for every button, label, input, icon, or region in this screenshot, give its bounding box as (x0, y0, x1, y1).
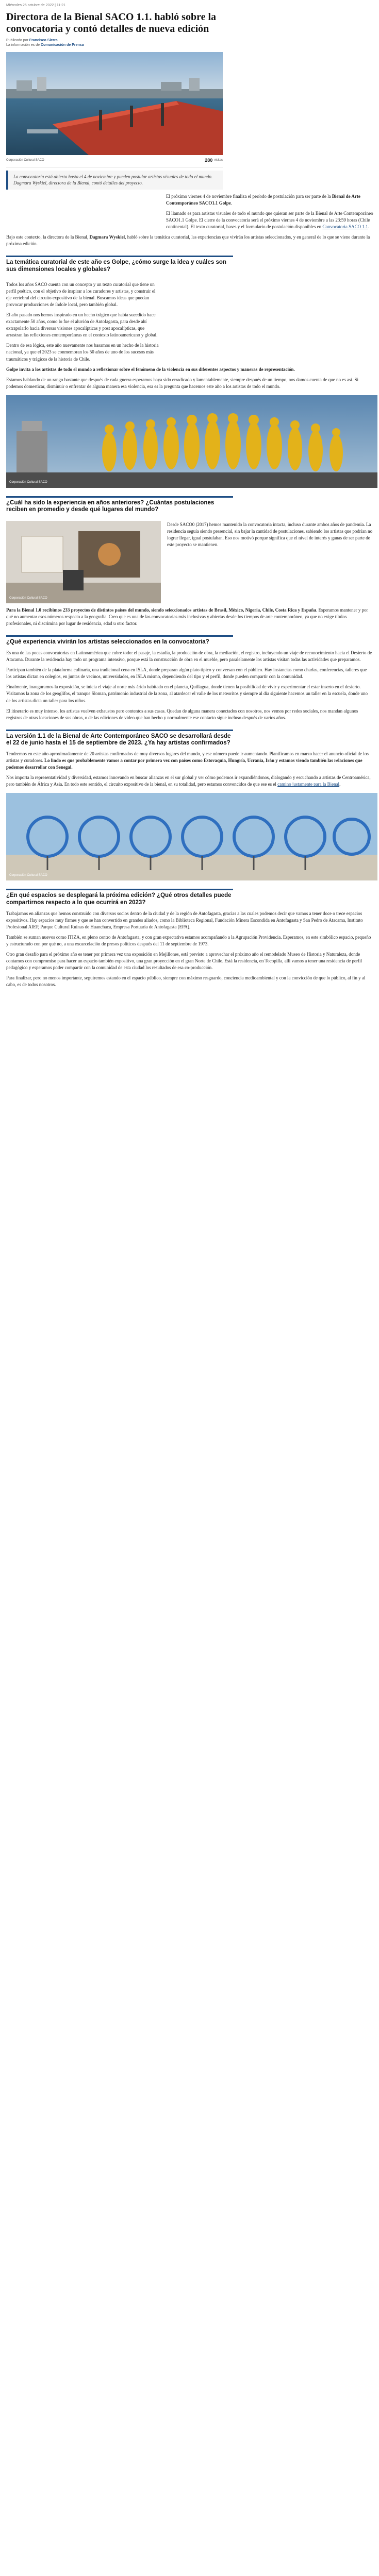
section-2-paragraph: Desde SACO0 (2017) hemos mantenido la convocatoria intacta, incluso durante ambos años de pandemia. La residencia seguía siendo presencial, sin bajar la cantidad de postulaciones, sabiendo los artistas que podrían no lograr llegar, igual postulaban. Eso nos motivó porque significa que el nivel de interés y ganas de ser parte de este proyecto se mantienen. (167, 522, 373, 548)
section-2-body (6, 518, 373, 603)
hero-image (6, 52, 223, 155)
section-3-paragraph: Participan también de la plataforma culinaria, una tradicional cena en ISLA, donde preparan algún plato típico y conversan con el público. Hay instancias como charlas, conferencias, talleres que los artistas dictan en colegios, en juntas de vecinos, universidades, en ISLA mismo, dependiendo del tipo y el perfil, donde pueden compartir con la comunidad. (6, 667, 367, 680)
section-1-paragraph-full: Estamos hablando de un rango bastante que después de cada guerra esperamos haya sido erradicado y lamentablemente, siempre después de un tiempo, nos damos cuenta de que no es así. Si podemos domesticar, disminuir o enfrentar de alguna manera esa violencia, esa es la pregunta que hacemos este año a los artistas de todo el mundo. (6, 377, 359, 389)
section-4-bold: Lo lindo es que probablemente vamos a contar por primera vez con países como Estovaquia, Hungría, Ucrania, Irán y estamos viendo también las relaciones que podemos desarrollar con Senegal. (6, 758, 362, 770)
author-link[interactable]: Francisco Sierra (29, 38, 58, 42)
section-heading-espacios: ¿En qué espacios se desplegará la próxima edición? ¿Qué otros detalles puede compartirnos respecto a lo que ocurrirá en 2023? (6, 889, 233, 907)
source-link[interactable]: Comunicación de Prensa (40, 43, 84, 47)
wheels-caption: Corporación Cultural SACO (9, 873, 47, 877)
section-heading-golpe: La temática curatorial de este año es Golpe, ¿cómo surge la idea y cuáles son sus dimensiones locales y globales? (6, 256, 233, 274)
section-4-text-2: Nos importa la representatividad y diversidad, estamos innovando en buscar alianzas en el sur global y ver cómo podemos ir expandiéndonos, dialogando y escuchando a artistas de Centroamérica, pero también de África y Asia. En todo este sentido, el circuito expositivo de la bienal, en su totalidad, pero estamos convencidos de que ese es el (6, 775, 371, 787)
article-summary: La convocatoria está abierta hasta el 4 de noviembre y pueden postular artistas visuales de todo el mundo. Dagmara Wyskiel, directora de la Bienal, contó detalles del proyecto. (6, 171, 223, 190)
intro-3-end: , habló sobre la temática curatorial, las experiencias que vivirán los artistas seleccionados, y en general de lo que se viene durante la próxima edición. (6, 234, 370, 247)
wheels-image (6, 793, 377, 880)
hero-meta (6, 157, 223, 164)
section-4-paragraph-2: Nos importa la representatividad y diversidad, estamos innovando en buscar alianzas en el sur global y ver cómo podemos ir expandiéndonos, dialogando y escuchando a artistas de Centroamérica, pero también de África y Asia. En todo este sentido, el circuito expositivo de la bienal, en su totalidad, pero estamos convencidos de que ese es el camino justamente para la Bienal. (6, 775, 371, 787)
article-page (0, 0, 379, 989)
source-line (6, 43, 373, 47)
section-5-paragraph: Trabajamos en alianzas que hemos construido con diversos socios dentro de la ciudad y de la región de Antofagasta, gracias a las cuales podemos decir que vamos a tener doce o trece espacios expositivos. Hay espacios muy firmes y que se han convertido en grandes aliados, como la Biblioteca Regional, Fundación Minera Escondida en Antofagasta y San Pedro de Atacama, Instituto Profesional AIEP, Parque Cultural Ruinas de Huanchaca, Empresa Portuaria de Antofagasta (EPA). (6, 911, 363, 930)
intro-1-bold: Bienal de Arte Contemporáneo SACO1.1 Golpe (166, 194, 360, 206)
intro-3-bold: Dagmara Wyskiel (89, 234, 125, 240)
publish-date: Miércoles 26 octubre de 2022 | 11:21 (6, 4, 65, 7)
article-title: Directora de la Bienal SACO 1.1. habló sobre la convocatoria y contó detalles de nueva edición (6, 11, 217, 35)
gallery-photo (6, 521, 161, 603)
section-heading-residencia: ¿Qué experiencia vivirán los artistas seleccionados en la convocatoria? (6, 635, 233, 646)
convocatoria-link[interactable]: Convocatoria SACO 1.1 (322, 224, 368, 230)
section-heading-version: La versión 1.1 de la Bienal de Arte Contemporáneo SACO se desarrollará desde el 22 de junio hasta el 15 de septiembre de 2023. ¿Ya hay artistas confirmados? (6, 730, 233, 748)
intro-1-end: . (230, 200, 232, 206)
section-3-paragraph: El itinerario es muy intenso, los artistas vuelven exhaustos pero contentos a sus casas. Quedan de alguna manera conectados con nosotros, nos vemos por redes sociales, nos mandan algunos registros de otras locaciones de sus obras, o de las ediciones de video que han hecho y normalmente ese contacto sigue incluso después de varios años. (6, 708, 358, 720)
view-count: 280 (205, 157, 213, 163)
yellow-figures-image (6, 395, 377, 488)
section-4-paragraph-1 (6, 751, 372, 771)
intro-2-end: . (368, 224, 369, 230)
section-1-bold-paragraph (6, 366, 372, 373)
sculpture-photo (6, 395, 377, 488)
section-heading-experiencia: ¿Cuál ha sido la experiencia en años anteriores? ¿Cuántas postulaciones reciben en promedio y desde qué lugares del mundo? (6, 496, 233, 514)
section-3-paragraph: Es una de las pocas convocatorias en Latinoamérica que cubre todo: el pasaje, la estadía, la producción de obra, la mediación, el registro, incluyendo un viaje de reconocimiento hacia el Desierto de Atacama. Durante la residencia hay todo un programa intensivo, porque está la construcción de obra en el mueble, pero paralelamente los artistas visitan todas las actividades que preparamos. (6, 650, 372, 663)
section-1-paragraph: Dentro de esa lógica, este año nuevamente nos basamos en un hecho de la historia nacional, ya que el 2023 se conmemoran los 50 años de uno de los sucesos más traumáticos y trágicos de la historia de Chile. (6, 343, 159, 362)
author-prefix: Publicado por (6, 38, 28, 42)
gallery-image (6, 521, 161, 603)
section-1-bold: Golpe invita a los artistas de todo el mundo a reflexionar sobre el fenómeno de la violencia en sus diferentes aspectos y maneras de representación. (6, 366, 295, 372)
section-5-paragraph: Otro gran desafío para el próximo año es tener por primera vez una exposición en Mejillones, está previsto a aprovechar el próximo año el remodelado Museo de Historia y Naturaleza, donde contamos con compromiso para hacer un espacio también expositivo, una gran proyección en el gran Norte de Chile. Está la residencia, en Tocopilla, allí vamos a tener una residencia de perfil pedagógico y esperamos poder compartir con la comunidad de esta ciudad los resultados de esa co-producción. (6, 952, 362, 971)
hero-caption: Corporación Cultural SACO (6, 158, 44, 162)
intro-paragraph-2 (166, 210, 377, 230)
section-5-paragraph: Para finalizar, pero no menos importante, seguiremos estando en el espacio público, siempre con máximo resguardo, conciencia medioambiental y con la convicción de que lo público, al fin y al cabo, es de todos nosotros. (6, 975, 366, 988)
section-4-text: Tendremos en este año aproximadamente de 20 artistas confirmados de muy diversos lugares del mundo, y ese número puede ir aumentando. Planificamos en marzo hacer el anuncio oficial de los artistas y curadores. (6, 751, 369, 764)
harbor-photo (6, 52, 223, 155)
source-prefix: La información es de (6, 43, 40, 47)
section-2-bold-paragraph (6, 607, 372, 627)
wheels-photo (6, 793, 377, 880)
figure-caption: Corporación Cultural SACO (9, 481, 47, 484)
section-1-paragraph: Todos los años SACO cuenta con un concepto y un texto curatorial que tiene un perfil poético, con el objetivo de inspirar a los curadores y artistas, y construir el eje vertebral del circuito expositivo de la bienal. Buscamos ideas que puedan provocar producciones de índole local, pero también global. (6, 282, 156, 308)
intro-paragraph-1 (166, 193, 377, 207)
byline (6, 38, 373, 48)
view-counter (205, 157, 223, 164)
intro-1-text: El próximo viernes 4 de noviembre finaliza el período de postulación para ser parte de la (166, 194, 332, 199)
section-2-bold-end: . Esperamos mantener y por qué no aumentar esos números respecto a la geografía. Creo que es una de las convocatorias más inclusivas y abiertas desde los tiempos de arte contemporáneo, ya que no exige títulos profesionales, ni discrimina por lugar de residencia, edad u otro factor. (6, 607, 368, 626)
section-5-paragraph: También se suman nuevos como ITIZA, en pleno centro de Antofagasta, y con gran expectativa estamos acompañando a la Agrupación Providencia. Esperamos, en este simbólico espacio, pequeño y estructurado con por qué no, a una excarcelación de presos políticos después del 11 de septiembre de 1973. (6, 935, 371, 947)
section-2-image-col (6, 518, 161, 603)
section-3-paragraph: Finalmente, inauguramos la exposición, se inicia el viaje al norte más árido habitado en el planeta, Quillagua, donde tienen la posibilidad de vivir y experimentar el estar inserto en el desierto. Visitamos la zona de los geoglifos, el tranque Sloman, patrimonio industrial de la zona, al atardecer el valle de los meteoritos y siempre al día siguiente hacemos un taller en la escuela, donde uno de los artistas dicta un taller para los niños. (6, 684, 368, 703)
section-2-text (167, 518, 377, 603)
section-1-paragraph: El año pasado nos hemos inspirado en un hecho trágico que había sucedido hace exactamente 50 años, como lo fue el aluvión de Antofagasta, para desde ahí extrapolarlo hacia diversas visiones apocalípticas y post apocalípticas, que arrastran las reflexiones contemporáneas en el contexto latinoamericano y global. (6, 312, 158, 338)
section-2-countries: Brasil, México, Nigeria, Chile, Costa Rica y España (214, 607, 316, 613)
section-2-bold-intro: Para la Bienal 1.0 recibimos 233 proyectos de distintos países del mundo, siendo seleccionados artistas de (6, 607, 215, 613)
bienal-link[interactable]: camino justamente para la Bienal (277, 782, 340, 787)
intro-paragraph-3 (6, 234, 372, 247)
author-line (6, 38, 373, 43)
intro-3-text: Bajo este contexto, la directora de la Bienal, (6, 234, 90, 240)
section-1-body (6, 278, 373, 363)
gallery-caption: Corporación Cultural SACO (9, 596, 47, 600)
view-label: visitas (214, 158, 223, 162)
intro-2-text: El llamado es para artistas visuales de todo el mundo que quieran ser parte de la Bienal de Arte Contemporáneo SACO1.1 Golpe. El cierre de la convocatoria será el próximo viernes 4 de noviembre a las 23:59 horas (Chile continental). El texto curatorial, bases y el formulario de postulación disponibles en (166, 211, 373, 230)
section-1-text (6, 278, 161, 363)
